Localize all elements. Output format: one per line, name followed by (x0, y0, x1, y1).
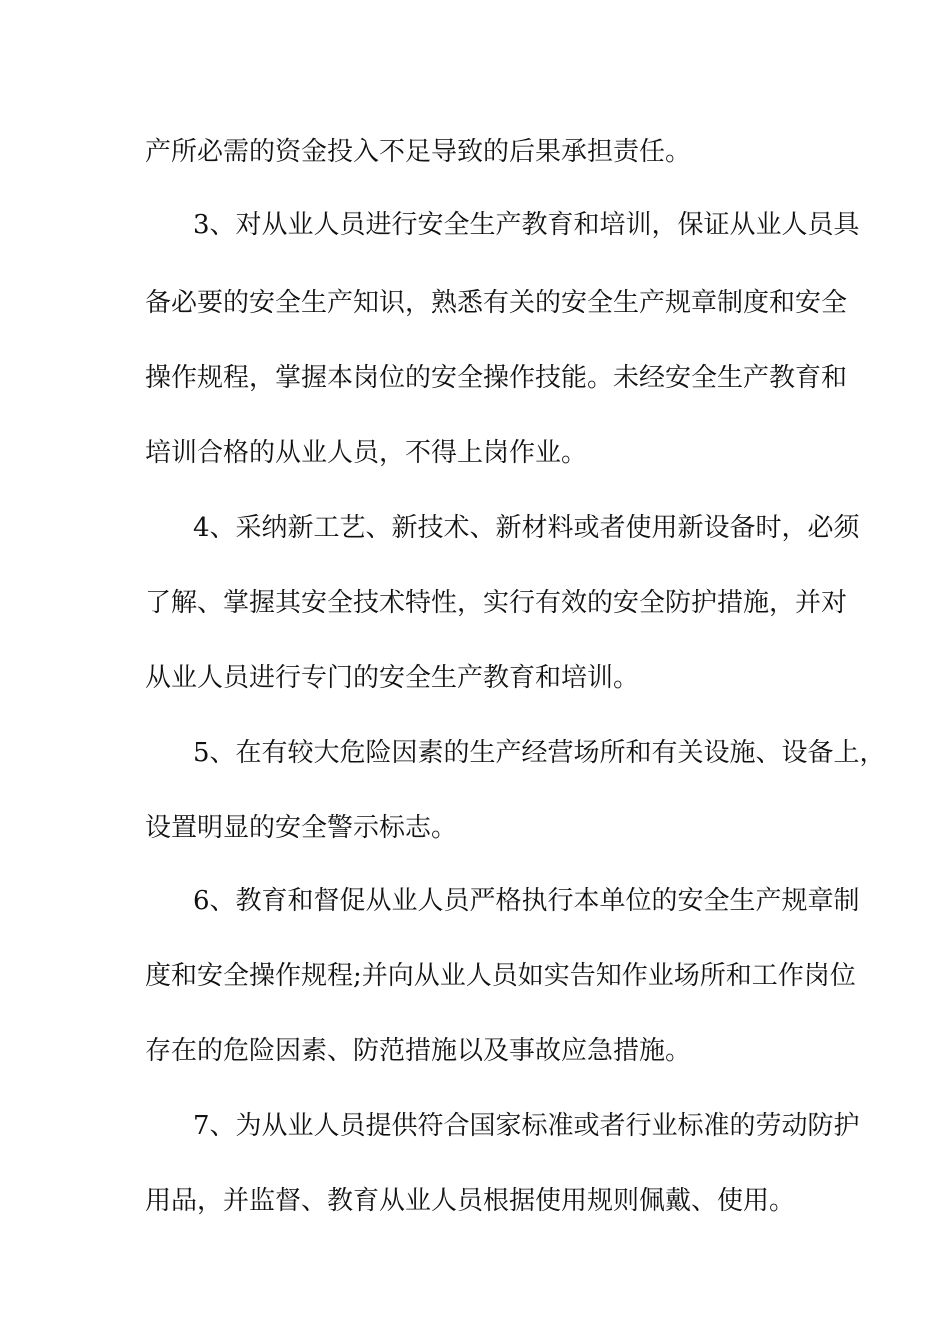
text-line: 7、为从业人员提供符合国家标准或者行业标准的劳动防护 (193, 1111, 860, 1141)
text-line: 备必要的安全生产知识，熟悉有关的安全生产规章制度和安全 (145, 288, 848, 318)
text-line: 培训合格的从业人员，不得上岗作业。 (145, 438, 588, 468)
text-line: 了解、掌握其安全技术特性，实行有效的安全防护措施，并对 (145, 588, 848, 618)
text-line: 产所必需的资金投入不足导致的后果承担责任。 (145, 137, 692, 167)
text-line: 5、在有较大危险因素的生产经营场所和有关设施、设备上， (193, 738, 886, 768)
text-line: 存在的危险因素、防范措施以及事故应急措施。 (145, 1036, 692, 1066)
text-line: 操作规程，掌握本岗位的安全操作技能。未经安全生产教育和 (145, 363, 848, 393)
text-line: 从业人员进行专门的安全生产教育和培训。 (145, 663, 640, 693)
text-line: 6、教育和督促从业人员严格执行本单位的安全生产规章制 (193, 886, 860, 916)
text-line: 用品，并监督、教育从业人员根据使用规则佩戴、使用。 (145, 1186, 796, 1216)
text-line: 度和安全操作规程;并向从业人员如实告知作业场所和工作岗位 (145, 961, 856, 991)
text-line: 设置明显的安全警示标志。 (145, 813, 458, 843)
text-line: 3、对从业人员进行安全生产教育和培训，保证从业人员具 (193, 210, 860, 240)
text-line: 4、采纳新工艺、新技术、新材料或者使用新设备时，必须 (193, 513, 860, 543)
